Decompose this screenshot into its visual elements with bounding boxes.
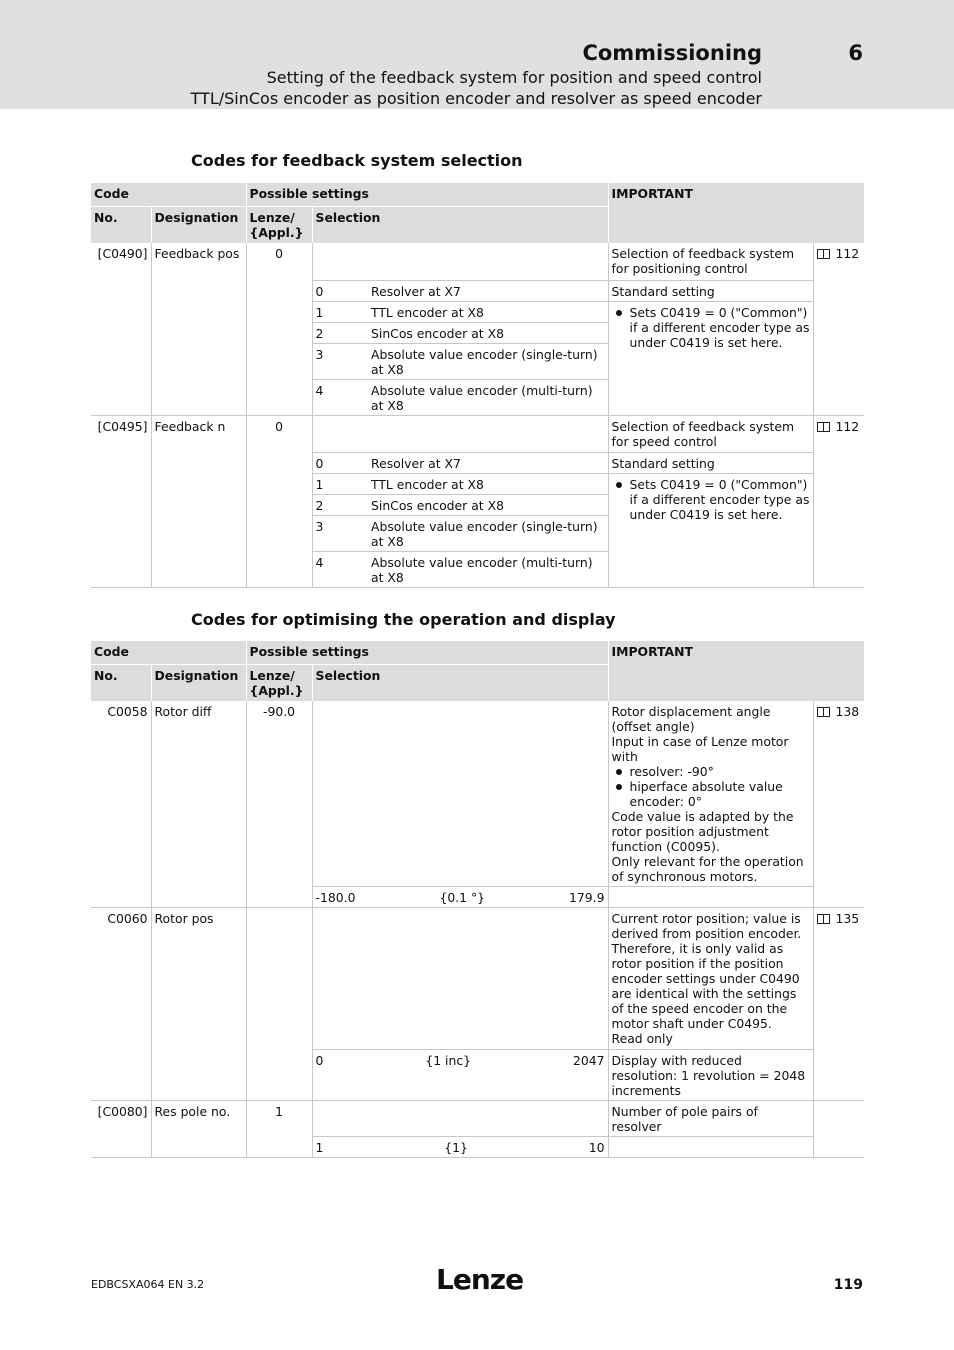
book-icon — [817, 249, 830, 259]
option-label: TTL encoder at X8 — [368, 473, 608, 494]
chapter-number: 6 — [848, 41, 863, 65]
lenze-default: -90.0 — [246, 701, 312, 908]
code-designation: Feedback n — [151, 415, 246, 587]
page-reference — [813, 1101, 864, 1158]
important-text: Selection of feedback system for speed control — [608, 415, 813, 452]
table-row — [91, 908, 864, 1050]
code-designation: Res pole no. — [151, 1101, 246, 1158]
option-label: SinCos encoder at X8 — [368, 494, 608, 515]
code-number: C0058 — [91, 701, 151, 908]
important-text: Rotor displacement angle (offset angle) Input in case of Lenze motor with resolver: -90° hiperface absolute value encoder: 0° Code value is adapted by the rotor position adjustment function (C0095). Only relevant for the operation of synchronous motors. — [608, 701, 813, 887]
option-value: 0 — [312, 452, 368, 473]
code-designation: Feedback pos — [151, 243, 246, 415]
document-code: EDBCSXA064 EN 3.2 — [91, 1278, 205, 1291]
table-row — [91, 243, 864, 280]
range-note — [608, 887, 813, 908]
code-designation: Rotor diff — [151, 701, 246, 908]
col-selection: Selection — [312, 206, 608, 243]
col-designation: Designation — [151, 664, 246, 701]
col-no: No. — [91, 664, 151, 701]
option-label: Absolute value encoder (multi-turn) at X8 — [368, 379, 608, 415]
value-range — [312, 1050, 608, 1101]
range-min: 1 — [315, 1140, 324, 1155]
range-note: Display with reduced resolution: 1 revolution = 2048 increments — [608, 1050, 813, 1101]
range-step: {1 inc} — [425, 1053, 472, 1068]
chapter-title: Commissioning — [582, 41, 762, 65]
standard-setting: Standard setting — [608, 280, 813, 301]
page-header — [0, 0, 954, 109]
code-number: C0060 — [91, 908, 151, 1101]
range-max: 179.9 — [569, 890, 605, 905]
range-max: 10 — [588, 1140, 605, 1155]
option-label: TTL encoder at X8 — [368, 301, 608, 322]
lenze-logo: Lenze — [436, 1263, 524, 1296]
book-icon — [817, 707, 830, 717]
option-value: 2 — [312, 494, 368, 515]
selection-cell — [312, 243, 608, 280]
col-important: IMPORTANT — [608, 641, 864, 701]
range-min: 0 — [315, 1053, 324, 1068]
page-reference: 138 — [813, 701, 864, 908]
value-range — [312, 1137, 608, 1158]
selection-cell — [312, 415, 608, 452]
table-row — [91, 415, 864, 452]
standard-setting: Standard setting — [608, 452, 813, 473]
col-lenze: Lenze/ {Appl.} — [246, 664, 312, 701]
book-icon — [817, 422, 830, 432]
book-icon — [817, 914, 830, 924]
code-number: [C0080] — [91, 1101, 151, 1158]
option-value: 2 — [312, 322, 368, 343]
important-text: Selection of feedback system for positioning control — [608, 243, 813, 280]
range-min: -180.0 — [315, 890, 356, 905]
important-text: Number of pole pairs of resolver — [608, 1101, 813, 1137]
code-number: [C0495] — [91, 415, 151, 587]
range-note — [608, 1137, 813, 1158]
important-note: Sets C0419 = 0 ("Common") if a different encoder type as under C0419 is set here. — [608, 473, 813, 587]
option-value: 4 — [312, 551, 368, 587]
range-max: 2047 — [572, 1053, 605, 1068]
selection-cell — [312, 908, 608, 1050]
col-no: No. — [91, 206, 151, 243]
lenze-default: 1 — [246, 1101, 312, 1158]
page-reference: 112 — [813, 415, 864, 587]
option-value: 3 — [312, 343, 368, 379]
col-lenze: Lenze/ {Appl.} — [246, 206, 312, 243]
important-note: Sets C0419 = 0 ("Common") if a different encoder type as under C0419 is set here. — [608, 301, 813, 415]
option-label: Absolute value encoder (multi-turn) at X8 — [368, 551, 608, 587]
option-label: Resolver at X7 — [368, 452, 608, 473]
option-label: Resolver at X7 — [368, 280, 608, 301]
col-possible-settings: Possible settings — [246, 641, 608, 664]
range-step: {1} — [444, 1140, 468, 1155]
option-value: 1 — [312, 301, 368, 322]
col-code: Code — [91, 641, 246, 664]
option-value: 4 — [312, 379, 368, 415]
col-important: IMPORTANT — [608, 183, 864, 243]
page-number: 119 — [833, 1277, 863, 1293]
lenze-default: 0 — [246, 243, 312, 415]
page-reference: 135 — [813, 908, 864, 1101]
col-designation: Designation — [151, 206, 246, 243]
code-designation: Rotor pos — [151, 908, 246, 1101]
selection-cell — [312, 1101, 608, 1137]
option-label: SinCos encoder at X8 — [368, 322, 608, 343]
feedback-selection-table — [91, 183, 864, 588]
page-reference: 112 — [813, 243, 864, 415]
optimising-table — [91, 641, 864, 1158]
value-range — [312, 887, 608, 908]
col-selection: Selection — [312, 664, 608, 701]
lenze-default: 0 — [246, 415, 312, 587]
important-text: Current rotor position; value is derived from position encoder. Therefore, it is only valid as rotor position if the position encoder settings under C0490 are identical with the settings of the speed encoder on the motor shaft under C0495. Read only — [608, 908, 813, 1050]
code-number: [C0490] — [91, 243, 151, 415]
range-step: {0.1 °} — [439, 890, 486, 905]
section-title-optimising: Codes for optimising the operation and display — [191, 610, 616, 629]
option-label: Absolute value encoder (single-turn) at X8 — [368, 515, 608, 551]
section-title-feedback: Codes for feedback system selection — [191, 151, 523, 170]
chapter-subtitle: Setting of the feedback system for position and speed control — [266, 68, 762, 87]
selection-cell — [312, 701, 608, 887]
option-value: 1 — [312, 473, 368, 494]
col-possible-settings: Possible settings — [246, 183, 608, 206]
option-value: 3 — [312, 515, 368, 551]
col-code: Code — [91, 183, 246, 206]
option-value: 0 — [312, 280, 368, 301]
table-row — [91, 1101, 864, 1137]
table-row — [91, 701, 864, 887]
chapter-subtitle-2: TTL/SinCos encoder as position encoder and resolver as speed encoder — [190, 89, 762, 108]
lenze-default — [246, 908, 312, 1101]
option-label: Absolute value encoder (single-turn) at X8 — [368, 343, 608, 379]
